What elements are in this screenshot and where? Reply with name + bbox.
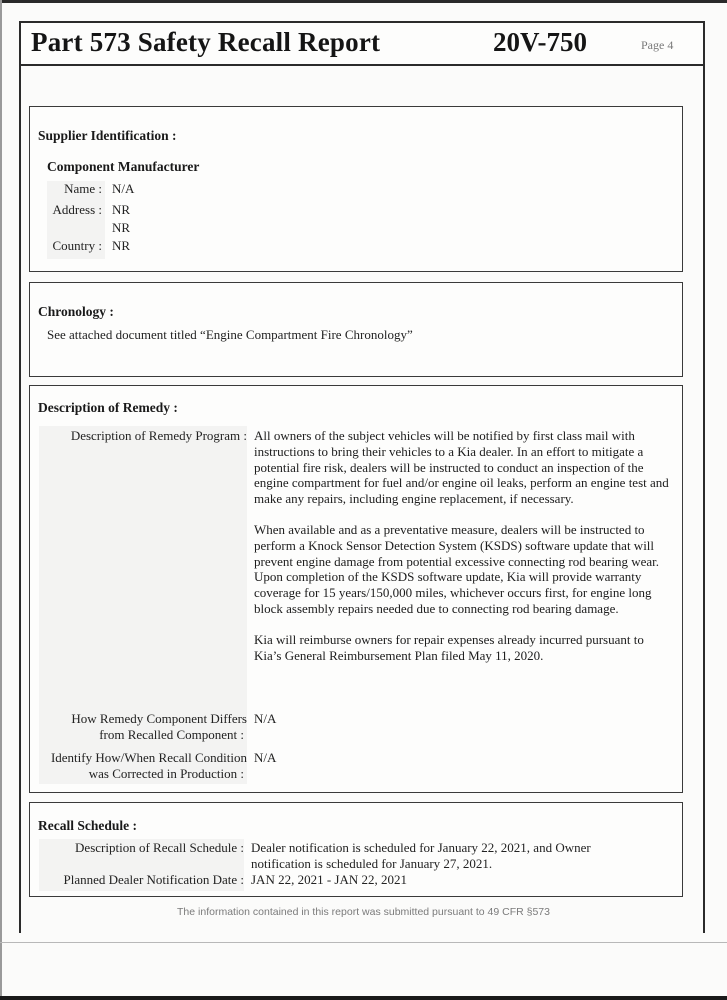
dealer-notification-value: JAN 22, 2021 - JAN 22, 2021 bbox=[251, 872, 407, 887]
field-value-address-2: NR bbox=[112, 220, 131, 235]
chronology-section bbox=[29, 282, 683, 377]
field-value-name: N/A bbox=[112, 181, 135, 196]
dealer-notification-label: Planned Dealer Notification Date : bbox=[63, 872, 244, 887]
field-label-address: Address : bbox=[52, 202, 102, 217]
schedule-description-value: Dealer notification is scheduled for January 22, 2021, and Owner notification is scheduled for January 27, 2021. bbox=[251, 840, 591, 871]
report-title: Part 573 Safety Recall Report bbox=[31, 27, 381, 57]
footer-note: The information contained in this report was submitted pursuant to 49 CFR §573 bbox=[177, 906, 550, 918]
chronology-text: See attached document titled “Engine Compartment Fire Chronology” bbox=[47, 327, 413, 342]
scan-edge-top bbox=[0, 0, 727, 3]
remedy-differs-value: N/A bbox=[254, 711, 277, 726]
scan-edge-bottom bbox=[0, 996, 727, 1000]
report-header bbox=[19, 21, 705, 66]
remedy-section bbox=[29, 385, 683, 793]
remedy-paragraph: When available and as a preventative measure, dealers will be instructed to perform a Knock Sensor Detection System (KSDS) software update that will prevent engine damage from potential excessive connecting rod bearing wear. Upon completion of the KSDS software update, Kia will provide warranty coverage for 15 years/150,000 miles, whichever occurs first, for engine long block assembly repairs needed due to connecting rod bearing damage. bbox=[254, 521, 660, 616]
remedy-differs-label-1: How Remedy Component Differs bbox=[71, 711, 247, 726]
section-title: Description of Remedy : bbox=[38, 400, 178, 415]
field-label-name: Name : bbox=[64, 181, 102, 196]
remedy-differs-label-2: from Recalled Component : bbox=[99, 727, 244, 742]
remedy-program-text bbox=[254, 428, 674, 663]
remedy-corrected-label-1: Identify How/When Recall Condition bbox=[50, 750, 247, 765]
remedy-program-label: Description of Remedy Program : bbox=[70, 428, 247, 443]
remedy-corrected-label-2: was Corrected in Production : bbox=[88, 766, 244, 781]
remedy-paragraph: All owners of the subject vehicles will be notified by first class mail with instructions to bring their vehicles to a Kia dealer. In an effort to mitigate a potential fire risk, dealers will be instructed to conduct an inspection of the engine compartment for fuel and/or engine oil leaks, perform an engine test and make any repairs, including engine replacement, if necessary. bbox=[254, 428, 669, 507]
field-label-country: Country : bbox=[52, 238, 102, 253]
schedule-description-label: Description of Recall Schedule : bbox=[75, 840, 244, 855]
remedy-corrected-value: N/A bbox=[254, 750, 277, 765]
section-title: Recall Schedule : bbox=[38, 818, 137, 833]
scan-edge-left bbox=[0, 0, 2, 1000]
recall-schedule-section bbox=[29, 802, 683, 897]
field-value-country: NR bbox=[112, 238, 131, 253]
page-fold-line bbox=[0, 942, 727, 943]
page-number: Page 4 bbox=[641, 38, 674, 52]
supplier-identification-section bbox=[29, 106, 683, 272]
subsection-title: Component Manufacturer bbox=[47, 159, 200, 174]
recall-id: 20V-750 bbox=[493, 27, 587, 57]
section-title: Chronology : bbox=[38, 304, 114, 319]
remedy-paragraph: Kia will reimburse owners for repair expenses already incurred pursuant to Kia’s General Reimbursement Plan filed May 11, 2020. bbox=[254, 631, 644, 663]
section-title: Supplier Identification : bbox=[38, 128, 177, 143]
field-value-address-1: NR bbox=[112, 202, 131, 217]
